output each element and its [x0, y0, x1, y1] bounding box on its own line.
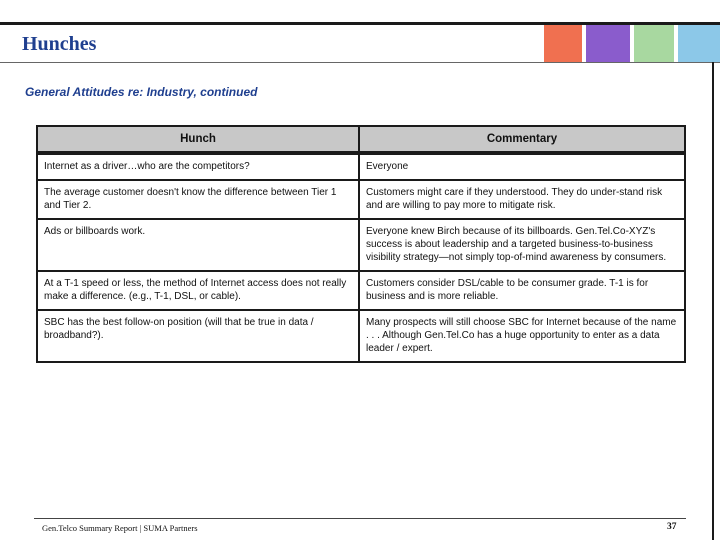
table-row: [36, 181, 686, 220]
commentary-cell: Everyone knew Birch because of its billboards. Gen.Tel.Co-XYZ's success is about leadership and a targeted business-to-business visibility strategy—not simply top-of-mind awareness by consumers.: [360, 220, 686, 272]
hunch-cell: Ads or billboards work.: [36, 220, 360, 272]
color-swatches: [540, 25, 720, 62]
table-header-row: [36, 125, 686, 153]
swatch-purple: [586, 25, 630, 62]
commentary-cell: Everyone: [360, 153, 686, 181]
page-title: Hunches: [22, 33, 97, 55]
table-row: [36, 220, 686, 272]
hunch-cell: The average customer doesn't know the difference between Tier 1 and Tier 2.: [36, 181, 360, 220]
commentary-cell: Customers consider DSL/cable to be consumer grade. T-1 is for business and is more reliable.: [360, 272, 686, 311]
swatch-green: [634, 25, 674, 62]
hunch-cell: Internet as a driver…who are the competitors?: [36, 153, 360, 181]
column-header-hunch: Hunch: [36, 125, 360, 153]
right-border: [712, 62, 714, 540]
table-row: [36, 311, 686, 363]
title-rule: [0, 62, 720, 63]
hunches-table: [36, 125, 686, 363]
column-header-commentary: Commentary: [360, 125, 686, 153]
page-number: 37: [667, 522, 677, 532]
page-subtitle: General Attitudes re: Industry, continued: [25, 85, 258, 99]
table-row: [36, 153, 686, 181]
swatch-orange: [544, 25, 582, 62]
swatch-blue: [678, 25, 720, 62]
footer-text: Gen.Telco Summary Report | SUMA Partners: [42, 523, 198, 533]
commentary-cell: Customers might care if they understood. They do under-stand risk and are willing to pay more to mitigate risk.: [360, 181, 686, 220]
table-row: [36, 272, 686, 311]
hunch-cell: SBC has the best follow-on position (will that be true in data / broadband?).: [36, 311, 360, 363]
commentary-cell: Many prospects will still choose SBC for Internet because of the name . . . Although Gen.Tel.Co has a huge opportunity to enter as a data leader / expert.: [360, 311, 686, 363]
footer-rule: [34, 518, 686, 519]
hunch-cell: At a T-1 speed or less, the method of Internet access does not really make a difference. (e.g., T-1, DSL, or cable).: [36, 272, 360, 311]
